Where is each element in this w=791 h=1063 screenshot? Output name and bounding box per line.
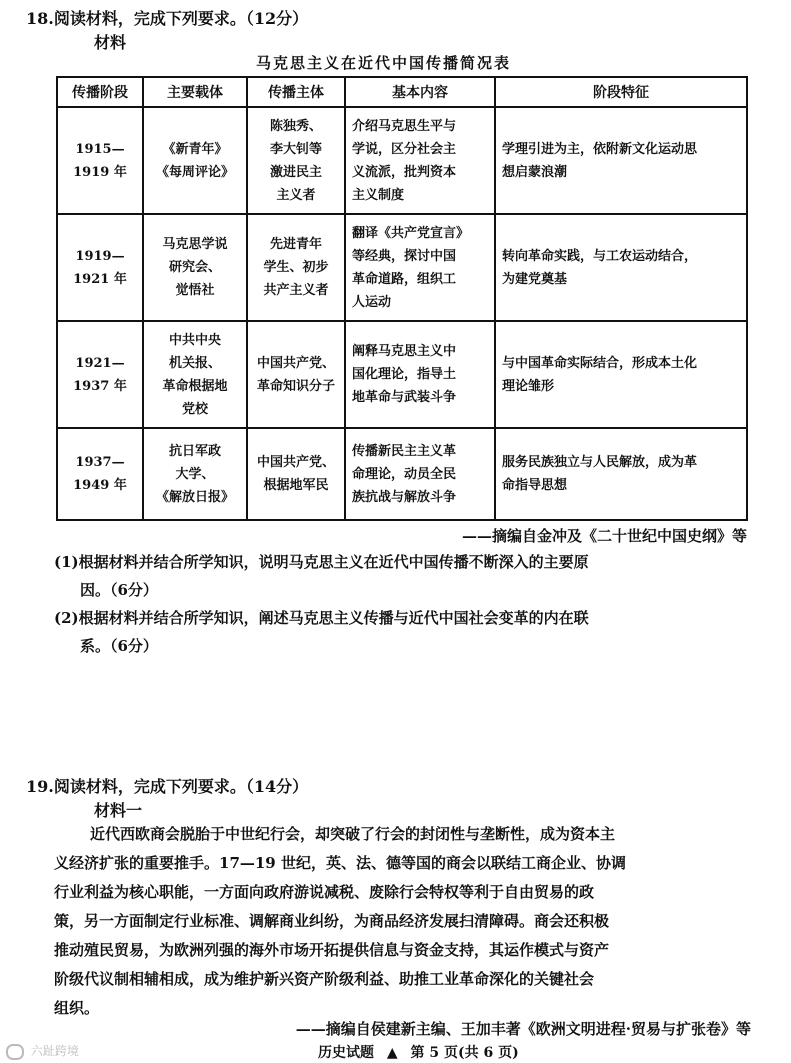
q19-source: ——摘编自侯建新主编、王加丰著《欧洲文明进程·贸易与扩张卷》等: [295, 1020, 751, 1038]
cell-feature: 服务民族独立与人民解放，成为革 命指导思想: [495, 428, 747, 520]
cell-carrier: 中共中央 机关报、 革命根据地 党校: [143, 321, 247, 428]
cell-feature: 学理引进为主，依附新文化运动思 想启蒙浪潮: [495, 107, 747, 214]
footer-subject: 历史试题: [318, 1045, 374, 1061]
cell-subject: 先进青年 学生、初步 共产主义者: [247, 214, 345, 321]
cell-subject: 中国共产党、 根据地军民: [247, 428, 345, 520]
cell-stage: 1915— 1919 年: [57, 107, 143, 214]
page-footer: [318, 1042, 519, 1062]
col-header: 传播主体: [247, 77, 345, 107]
table-row: [57, 107, 747, 214]
q19-paragraph: 近代西欧商会脱胎于中世纪行会，却突破了行会的封闭性与垄断性，成为资本主 义经济扩张的重要推手。17—19 世纪，英、法、德等国的商会以联结工商企业、协调 行业利益为核心职能，一方面向政府游说减税、废除行会特权等利于自由贸易的政 策，另一方面制定行业标准、调解商业纠纷，为商品经济发展扫清障碍。商会还积极 推动殖民贸易，为欧洲列强的海外市场开拓提供信息与资金支持，其运作模式与资产 阶级代议制相辅相成，成为维护新兴资产阶级利益、助推工业革命深化的关键社会 组织。: [54, 825, 626, 1017]
table-row: [57, 428, 747, 520]
q19-material-label: 材料一: [94, 801, 143, 820]
cell-carrier: 马克思学说 研究会、 觉悟社: [143, 214, 247, 321]
cell-feature: 转向革命实践，与工农运动结合， 为建党奠基: [495, 214, 747, 321]
cell-content: 传播新民主主义革 命理论，动员全民 族抗战与解放斗争: [345, 428, 495, 520]
col-header: 阶段特征: [495, 77, 747, 107]
cell-subject: 陈独秀、 李大钊等 激进民主 主义者: [247, 107, 345, 214]
cell-content: 翻译《共产党宣言》 等经典，探讨中国 革命道路，组织工 人运动: [345, 214, 495, 321]
cell-subject: 中国共产党、 革命知识分子: [247, 321, 345, 428]
cell-carrier: 抗日军政 大学、 《解放日报》: [143, 428, 247, 520]
col-header: 传播阶段: [57, 77, 143, 107]
watermark-logo-icon: [6, 1044, 24, 1060]
watermark: 六趾跨境: [6, 1042, 79, 1060]
q18-material-label: 材料: [94, 33, 127, 52]
cell-stage: 1921— 1937 年: [57, 321, 143, 428]
table-header-row: [57, 77, 747, 107]
q18-source: ——摘编自金冲及《二十世纪中国史纲》等: [461, 527, 747, 545]
table-row: [57, 214, 747, 321]
cell-carrier: 《新青年》 《每周评论》: [143, 107, 247, 214]
triangle-icon: ▲: [386, 1045, 398, 1061]
col-header: 基本内容: [345, 77, 495, 107]
table-title: 马克思主义在近代中国传播简况表: [256, 54, 512, 72]
q19-header: 19.阅读材料，完成下列要求。（14分）: [26, 777, 309, 796]
q18-header: 18.阅读材料，完成下列要求。（12分）: [26, 9, 309, 28]
cell-content: 阐释马克思主义中 国化理论，指导土 地革命与武装斗争: [345, 321, 495, 428]
question-2: (2)根据材料并结合所学知识，阐述马克思主义传播与近代中国社会变革的内在联 系。（6分）: [54, 609, 589, 655]
cell-content: 介绍马克思生平与 学说，区分社会主 义流派，批判资本 主义制度: [345, 107, 495, 214]
footer-page: 第 5 页(共 6 页): [410, 1045, 519, 1061]
question-1: (1)根据材料并结合所学知识，说明马克思主义在近代中国传播不断深入的主要原 因。（6分）: [54, 553, 589, 599]
cell-stage: 1937— 1949 年: [57, 428, 143, 520]
cell-feature: 与中国革命实际结合，形成本土化 理论雏形: [495, 321, 747, 428]
cell-stage: 1919— 1921 年: [57, 214, 143, 321]
spread-table: [56, 76, 748, 521]
table-row: [57, 321, 747, 428]
col-header: 主要载体: [143, 77, 247, 107]
